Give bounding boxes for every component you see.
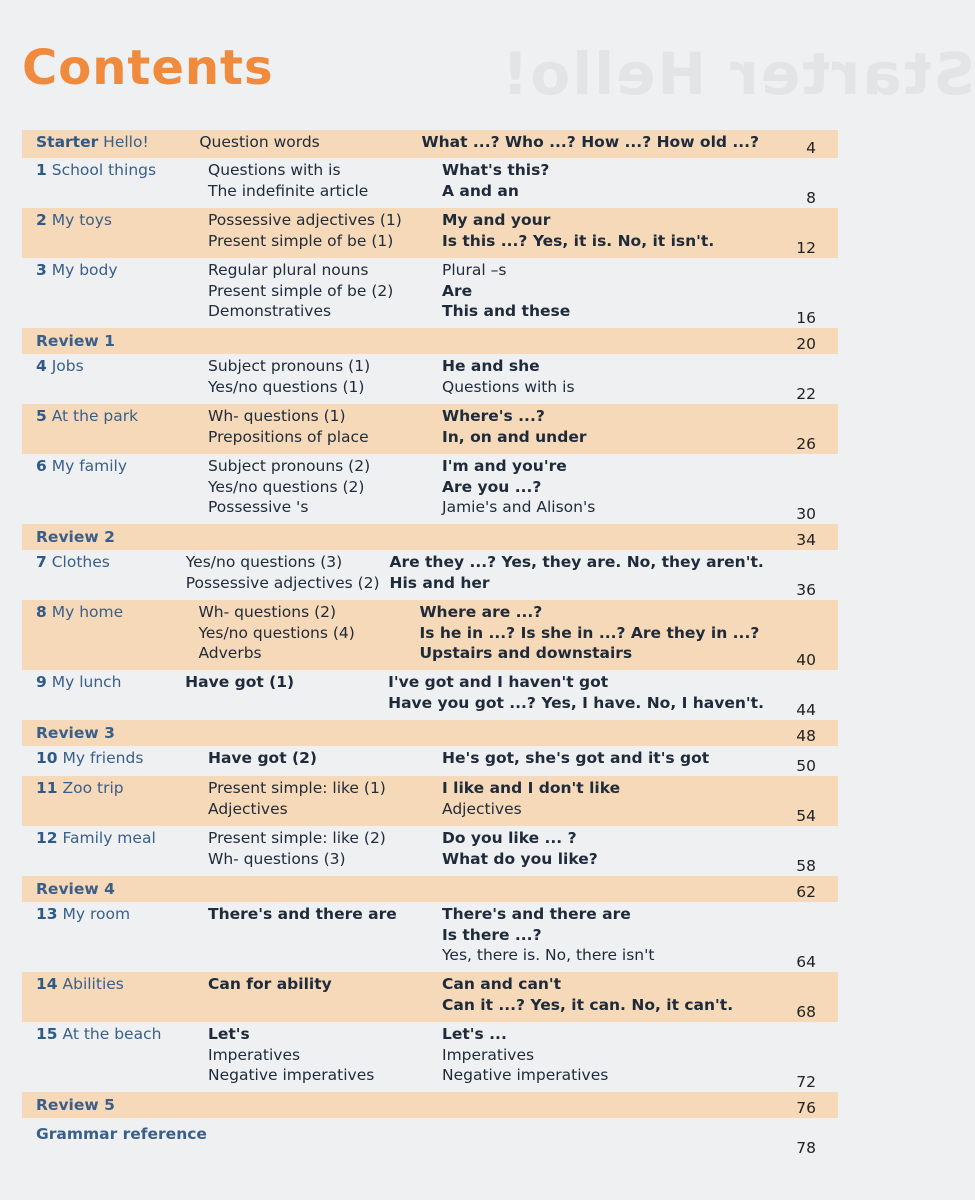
unit-number: 8	[36, 603, 47, 621]
language-column	[442, 210, 756, 258]
unit-name: My body	[46, 261, 118, 279]
language-item: Can and can't	[442, 975, 562, 993]
unit-name: At the beach	[57, 1025, 162, 1043]
page-number: 26	[796, 434, 816, 453]
grammar-item: There's and there are	[208, 905, 397, 923]
language-column	[442, 456, 756, 524]
language-item: Can it ...? Yes, it can. No, it can't.	[442, 995, 734, 1014]
language-item: I'm and you're	[442, 457, 567, 475]
grammar-item: Have got (1)	[185, 673, 295, 691]
grammar-item: Present simple of be (1)	[208, 231, 394, 250]
unit-name: My toys	[46, 211, 113, 229]
language-item: Questions with is	[442, 377, 575, 396]
language-item: A and an	[442, 181, 519, 200]
page-number: 48	[796, 726, 816, 745]
grammar-item: Wh- questions (3)	[208, 849, 346, 868]
grammar-item: Present simple: like (2)	[208, 829, 386, 847]
unit-title	[22, 160, 208, 208]
grammar-item: Adjectives	[208, 799, 288, 818]
grammar-item: Subject pronouns (1)	[208, 357, 371, 375]
unit-number: 1	[36, 161, 47, 179]
unit-row	[22, 826, 838, 876]
unit-row	[22, 670, 838, 720]
unit-title	[22, 778, 208, 826]
grammar-column	[208, 210, 442, 258]
page-number: 12	[796, 238, 816, 257]
page-number: 34	[796, 530, 816, 549]
language-item: I like and I don't like	[442, 779, 621, 797]
language-item: He's got, she's got and it's got	[442, 749, 710, 767]
unit-name: My room	[57, 905, 131, 923]
grammar-item: Present simple of be (2)	[208, 281, 394, 300]
page-number: 58	[796, 856, 816, 875]
unit-title	[22, 904, 208, 972]
grammar-column	[208, 406, 442, 454]
unit-name: Jobs	[46, 357, 84, 375]
review-label: Review 3	[36, 723, 115, 742]
language-column	[422, 132, 760, 158]
unit-number: 3	[36, 261, 47, 279]
language-column	[419, 602, 759, 670]
unit-row	[22, 404, 838, 454]
unit-title	[22, 406, 208, 454]
unit-row	[22, 158, 838, 208]
grammar-column	[208, 778, 442, 826]
language-item: Is this ...? Yes, it is. No, it isn't.	[442, 231, 715, 250]
language-item: Let's ...	[442, 1025, 507, 1043]
unit-row	[22, 354, 838, 404]
unit-row	[22, 776, 838, 826]
review-row	[22, 1118, 838, 1158]
grammar-column	[199, 132, 421, 158]
language-column	[442, 260, 756, 328]
background-ghost-text: Starter Hello!	[500, 40, 975, 108]
grammar-column	[208, 904, 442, 972]
unit-title	[22, 356, 208, 404]
language-column	[442, 778, 756, 826]
unit-title	[22, 210, 208, 258]
unit-row	[22, 746, 838, 776]
grammar-column	[208, 160, 442, 208]
grammar-item: Yes/no questions (2)	[208, 477, 365, 496]
language-item: Yes, there is. No, there isn't	[442, 946, 655, 964]
page-number: 44	[796, 700, 816, 719]
unit-title	[22, 974, 208, 1022]
unit-name: My friends	[57, 749, 144, 767]
unit-name: Abilities	[57, 975, 124, 993]
unit-row	[22, 258, 838, 328]
language-item: His and her	[389, 573, 490, 592]
grammar-item: Present simple: like (1)	[208, 779, 386, 797]
grammar-column	[208, 1024, 442, 1092]
grammar-item: Questions with is	[208, 161, 341, 179]
page-number: 64	[796, 952, 816, 971]
unit-row	[22, 454, 838, 524]
language-item: Is he in ...? Is she in ...? Are they in ...?	[419, 623, 760, 642]
review-row	[22, 328, 838, 354]
page-title: Contents	[22, 40, 274, 96]
grammar-column	[208, 356, 442, 404]
unit-name: My lunch	[46, 673, 122, 691]
grammar-column	[208, 260, 442, 328]
page-number: 22	[796, 384, 816, 403]
language-column	[388, 672, 764, 720]
unit-name: Clothes	[46, 553, 110, 571]
language-column	[389, 552, 763, 600]
language-item: Jamie's and Alison's	[442, 498, 596, 516]
unit-number: 9	[36, 673, 47, 691]
unit-number: 12	[36, 829, 58, 847]
grammar-item: Question words	[199, 133, 320, 151]
grammar-item: Yes/no questions (3)	[185, 553, 343, 571]
unit-number: 6	[36, 457, 47, 475]
unit-row	[22, 972, 838, 1022]
unit-row	[22, 1022, 838, 1092]
language-item: Do you like ... ?	[442, 829, 577, 847]
language-item: Are they ...? Yes, they are. No, they aren't.	[389, 553, 764, 571]
page-number: 4	[806, 138, 816, 157]
page-number: 62	[796, 882, 816, 901]
unit-title	[22, 456, 208, 524]
unit-number: 15	[36, 1025, 58, 1043]
language-item: I've got and I haven't got	[388, 673, 609, 691]
unit-title	[22, 132, 199, 158]
unit-title	[22, 672, 185, 720]
grammar-item: Can for ability	[208, 975, 332, 993]
language-item: What ...? Who ...? How ...? How old ...?	[421, 133, 760, 151]
unit-name: Hello!	[98, 133, 149, 151]
grammar-item: Yes/no questions (4)	[198, 623, 355, 642]
unit-number: 7	[36, 553, 47, 571]
review-label: Grammar reference	[36, 1125, 207, 1143]
grammar-item: The indefinite article	[208, 181, 369, 200]
grammar-item: Wh- questions (1)	[208, 407, 346, 425]
language-item: Negative imperatives	[442, 1066, 609, 1084]
grammar-column	[186, 552, 390, 600]
unit-number: 10	[36, 749, 58, 767]
grammar-item: Imperatives	[208, 1045, 301, 1064]
unit-title	[22, 260, 208, 328]
language-column	[442, 828, 756, 876]
page-number: 76	[796, 1098, 816, 1117]
grammar-item: Possessive 's	[208, 498, 309, 516]
grammar-column	[208, 748, 442, 776]
unit-number: Starter	[36, 133, 99, 151]
review-row	[22, 876, 838, 902]
language-item: There's and there are	[442, 905, 631, 923]
grammar-column	[208, 456, 442, 524]
unit-number: 13	[36, 905, 58, 923]
grammar-item: Adverbs	[198, 644, 262, 662]
language-column	[442, 748, 756, 776]
page-number: 20	[796, 334, 816, 353]
grammar-item: Subject pronouns (2)	[208, 457, 371, 475]
grammar-item: Yes/no questions (1)	[208, 377, 365, 396]
grammar-item: Let's	[208, 1025, 250, 1043]
review-row	[22, 524, 838, 550]
page-number: 54	[796, 806, 816, 825]
review-label: Review 4	[36, 879, 115, 898]
grammar-column	[198, 602, 419, 670]
unit-row	[22, 550, 838, 600]
page-number: 40	[796, 650, 816, 669]
review-row	[22, 1092, 838, 1118]
unit-title	[22, 602, 198, 670]
unit-name: Zoo trip	[57, 779, 124, 797]
language-column	[442, 406, 756, 454]
review-label: Review 2	[36, 527, 115, 546]
grammar-item: Regular plural nouns	[208, 261, 369, 279]
unit-title	[22, 1024, 208, 1092]
unit-row	[22, 902, 838, 972]
page-number: 30	[796, 504, 816, 523]
language-item: Where are ...?	[419, 603, 543, 621]
page-number: 8	[806, 188, 816, 207]
language-item: Plural –s	[442, 261, 507, 279]
language-column	[442, 974, 756, 1022]
language-column	[442, 1024, 756, 1092]
unit-name: School things	[46, 161, 157, 179]
unit-row	[22, 130, 838, 158]
page-number: 16	[796, 308, 816, 327]
unit-title	[22, 552, 186, 600]
language-item: Is there ...?	[442, 925, 542, 944]
language-item: Are	[442, 281, 473, 300]
page-number: 36	[796, 580, 816, 599]
language-item: Have you got ...? Yes, I have. No, I haven't.	[388, 693, 764, 712]
review-label: Review 1	[36, 331, 115, 350]
unit-number: 14	[36, 975, 58, 993]
language-column	[442, 160, 756, 208]
page-number: 78	[796, 1138, 816, 1157]
grammar-item: Have got (2)	[208, 749, 317, 767]
language-item: Adjectives	[442, 799, 522, 818]
unit-title	[22, 828, 208, 876]
language-item: In, on and under	[442, 427, 587, 446]
language-item: This and these	[442, 302, 571, 320]
language-column	[442, 356, 756, 404]
language-item: What do you like?	[442, 849, 598, 868]
review-row	[22, 720, 838, 746]
grammar-item: Wh- questions (2)	[198, 603, 337, 621]
language-item: Where's ...?	[442, 407, 545, 425]
unit-number: 5	[36, 407, 47, 425]
unit-name: Family meal	[57, 829, 156, 847]
unit-name: At the park	[46, 407, 139, 425]
grammar-item: Negative imperatives	[208, 1066, 375, 1084]
grammar-column	[208, 974, 442, 1022]
unit-number: 2	[36, 211, 47, 229]
grammar-column	[208, 828, 442, 876]
grammar-item: Prepositions of place	[208, 427, 369, 446]
unit-row	[22, 208, 838, 258]
page-number: 50	[796, 756, 816, 775]
grammar-item: Possessive adjectives (2)	[185, 573, 380, 592]
unit-number: 4	[36, 357, 47, 375]
page-number: 68	[796, 1002, 816, 1021]
unit-title	[22, 748, 208, 776]
language-item: Upstairs and downstairs	[419, 644, 633, 662]
language-item: What's this?	[442, 161, 550, 179]
review-label: Review 5	[36, 1095, 115, 1114]
grammar-item: Possessive adjectives (1)	[208, 211, 402, 229]
unit-row	[22, 600, 838, 670]
language-column	[442, 904, 756, 972]
unit-name: My home	[46, 603, 124, 621]
language-item: Imperatives	[442, 1045, 535, 1064]
page-number: 72	[796, 1072, 816, 1091]
language-item: My and your	[442, 211, 551, 229]
unit-name: My family	[46, 457, 128, 475]
grammar-column	[185, 672, 388, 720]
language-item: He and she	[442, 357, 540, 375]
unit-number: 11	[36, 779, 58, 797]
grammar-item: Demonstratives	[208, 302, 332, 320]
language-item: Are you ...?	[442, 477, 542, 496]
contents-table	[22, 130, 838, 1158]
